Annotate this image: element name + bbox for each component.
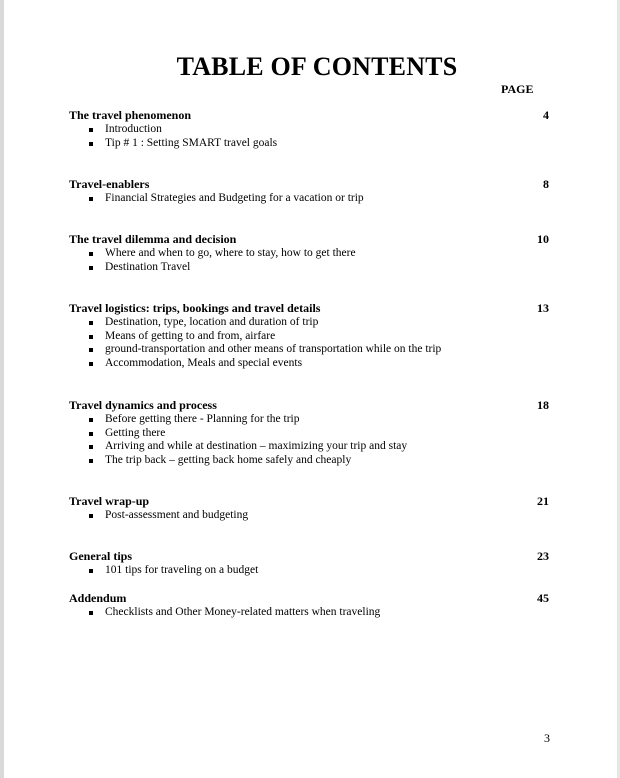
toc-item xyxy=(69,427,549,441)
toc-item-label: Destination Travel xyxy=(105,260,191,273)
bullet-icon xyxy=(89,514,93,518)
page-title: TABLE OF CONTENTS xyxy=(176,52,458,81)
bullet-icon xyxy=(89,432,93,436)
page-number: 3 xyxy=(544,731,550,745)
bullet-icon xyxy=(89,611,93,615)
toc-item xyxy=(69,330,549,344)
toc-item xyxy=(69,413,549,427)
page-column-label: PAGE xyxy=(501,82,534,96)
bullet-icon xyxy=(89,142,93,146)
toc-item-label: The trip back – getting back home safely and cheaply xyxy=(105,453,352,466)
toc-section xyxy=(69,301,549,370)
toc-section-heading xyxy=(69,232,549,247)
toc-section xyxy=(69,232,549,274)
bullet-icon xyxy=(89,128,93,132)
bullet-icon xyxy=(89,266,93,270)
toc-item xyxy=(69,606,549,620)
toc-item-list xyxy=(69,509,549,523)
toc-section-heading xyxy=(69,177,549,192)
toc-section-title: General tips xyxy=(69,549,132,563)
toc-section-page: 18 xyxy=(537,398,549,412)
toc-item-list xyxy=(69,564,549,578)
toc-item-label: ground-transportation and other means of transportation while on the trip xyxy=(105,343,442,356)
toc-section-heading xyxy=(69,591,549,606)
toc-section-heading xyxy=(69,494,549,509)
page-left-edge xyxy=(0,0,4,778)
toc-section-page: 8 xyxy=(543,177,549,191)
toc-item xyxy=(69,454,549,468)
toc-item-label: Tip # 1 : Setting SMART travel goals xyxy=(105,136,278,149)
toc-item-label: Arriving and while at destination – maximizing your trip and stay xyxy=(105,440,408,453)
toc-item-label: Where and when to go, where to stay, how to get there xyxy=(105,247,356,259)
toc-item-list xyxy=(69,606,549,620)
toc-item xyxy=(69,343,549,357)
toc-section-heading xyxy=(69,549,549,564)
toc-item-list xyxy=(69,192,549,206)
toc-item xyxy=(69,192,549,206)
toc-section-title: Addendum xyxy=(69,591,127,605)
bullet-icon xyxy=(89,569,93,573)
toc-item-label: Accommodation, Meals and special events xyxy=(105,356,303,369)
toc-section-page: 13 xyxy=(537,301,549,315)
toc-section-page: 21 xyxy=(537,494,549,508)
toc-section-heading xyxy=(69,301,549,316)
toc-item-label: Before getting there - Planning for the trip xyxy=(105,413,300,425)
bullet-icon xyxy=(89,321,93,325)
bullet-icon xyxy=(89,197,93,201)
toc-item-label: Post-assessment and budgeting xyxy=(105,509,249,521)
toc-section-title: The travel dilemma and decision xyxy=(69,232,237,246)
toc-item-label: Means of getting to and from, airfare xyxy=(105,329,276,342)
toc-item-label: Destination, type, location and duration of trip xyxy=(105,316,319,328)
toc-section xyxy=(69,177,549,206)
toc-item xyxy=(69,123,549,137)
bullet-icon xyxy=(89,252,93,256)
bullet-icon xyxy=(89,362,93,366)
toc-item-list xyxy=(69,316,549,370)
toc-item xyxy=(69,509,549,523)
bullet-icon xyxy=(89,459,93,463)
toc-item-label: 101 tips for traveling on a budget xyxy=(105,564,259,576)
toc-item-list xyxy=(69,413,549,467)
toc-item xyxy=(69,316,549,330)
toc-section-title: Travel-enablers xyxy=(69,177,150,191)
toc-section-page: 45 xyxy=(537,591,549,605)
bullet-icon xyxy=(89,445,93,449)
toc-section xyxy=(69,591,549,620)
bullet-icon xyxy=(89,418,93,422)
toc-item xyxy=(69,261,549,275)
toc-section xyxy=(69,108,549,150)
toc-section xyxy=(69,494,549,523)
toc-section-title: The travel phenomenon xyxy=(69,108,192,122)
toc-item xyxy=(69,357,549,371)
toc-item-label: Introduction xyxy=(105,123,162,135)
toc-item-list xyxy=(69,247,549,274)
toc-section-title: Travel logistics: trips, bookings and travel details xyxy=(69,301,321,315)
toc-item xyxy=(69,247,549,261)
toc-section-page: 10 xyxy=(537,232,549,246)
toc-section-heading xyxy=(69,398,549,413)
toc-section xyxy=(69,398,549,467)
toc-section-title: Travel dynamics and process xyxy=(69,398,217,412)
toc-item-label: Getting there xyxy=(105,426,166,439)
toc-item xyxy=(69,440,549,454)
bullet-icon xyxy=(89,335,93,339)
toc-item-label: Checklists and Other Money-related matters when traveling xyxy=(105,606,381,618)
toc-section-page: 23 xyxy=(537,549,549,563)
toc-item-list xyxy=(69,123,549,150)
toc-item xyxy=(69,137,549,151)
bullet-icon xyxy=(89,348,93,352)
toc-section-title: Travel wrap-up xyxy=(69,494,150,508)
toc-item-label: Financial Strategies and Budgeting for a vacation or trip xyxy=(105,192,364,204)
toc-section-page: 4 xyxy=(543,108,549,122)
toc-section xyxy=(69,549,549,578)
toc-section-heading xyxy=(69,108,549,123)
toc-item xyxy=(69,564,549,578)
